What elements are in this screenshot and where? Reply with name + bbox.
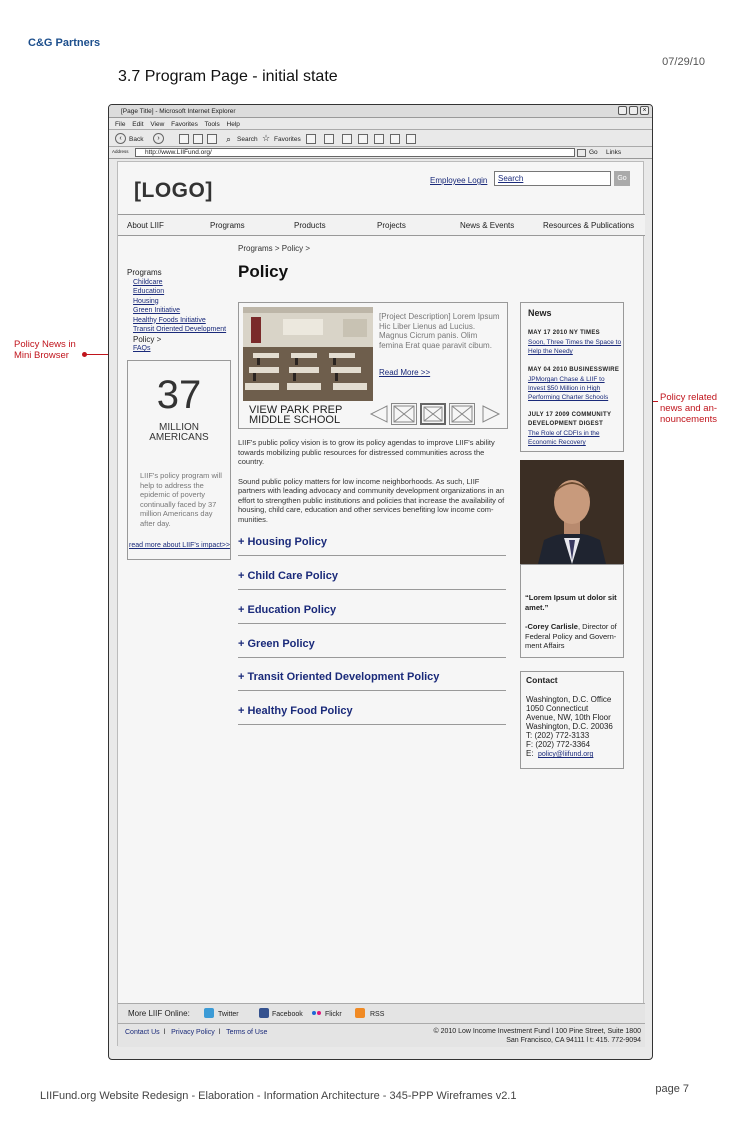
browser-menubar (109, 119, 652, 130)
news-meta: MAY 04 2010 BUSINESSWIRE (528, 367, 620, 373)
maximize-icon[interactable] (629, 106, 638, 115)
browser-title: [Page Title] - Microsoft Internet Explorer (121, 108, 236, 115)
contact-fax: F: (202) 772-3364 (526, 740, 591, 749)
toolbar-icon-2[interactable] (324, 134, 334, 144)
back-button[interactable]: Back (129, 136, 144, 143)
contact-line-1: Washington, D.C. Office (526, 695, 612, 704)
accordion-label: + Transit Oriented Development Policy (238, 671, 440, 683)
news-link[interactable]: JPMorgan Chase & LIIF to Invest $50 Million in High Performing Charter Schools (528, 376, 609, 401)
news-box (520, 302, 624, 452)
flickr-icon-dot[interactable] (317, 1011, 321, 1015)
thumbnail-1[interactable] (391, 403, 417, 425)
prev-arrow-icon[interactable] (369, 403, 389, 425)
accordion-housing-policy[interactable] (238, 530, 506, 556)
read-more-link[interactable]: Read More >> (379, 368, 431, 377)
accordion-transit-policy[interactable] (238, 665, 506, 691)
twitter-icon[interactable] (204, 1008, 214, 1018)
breadcrumb[interactable]: Programs > Policy > (238, 244, 311, 253)
accordion-label: + Green Policy (238, 638, 315, 650)
nav-about[interactable]: About LIIF (127, 221, 164, 230)
rss-icon[interactable] (355, 1008, 365, 1018)
annotation-left: Policy News in Mini Browser (14, 339, 76, 361)
intro-paragraph-2: Sound public policy matters for low income neighborhoods. As such, LIIF partners with leading advocacy and community development organizations in an effort to strengthen public institutions and policies that increase the availability of housing, child care, education and other services benefiting low income com-munities. (238, 476, 505, 524)
page-number: page 7 (655, 1083, 689, 1095)
search-icon[interactable]: ⌕ (226, 134, 232, 144)
flickr-link[interactable]: Flickr (325, 1011, 342, 1018)
back-arrow-icon[interactable]: ‹ (115, 133, 126, 144)
contact-box (520, 671, 624, 769)
toolbar-icon-3[interactable] (342, 134, 352, 144)
news-item (528, 366, 622, 402)
contact-line-2: 1050 Connecticut (526, 704, 589, 713)
stat-body: LIIF's policy program will help to address the epidemic of poverty continually faced by 37 million Americans day after day. (140, 471, 222, 528)
footer-copyright-line-2: San Francisco, CA 94111 l t: 415. 772-9094 (506, 1037, 641, 1044)
accordion-healthy-food-policy[interactable] (238, 699, 506, 725)
stat-label-line-2: AMERICANS (149, 432, 209, 443)
left-nav-transit[interactable]: Transit Oriented Development (133, 326, 227, 333)
news-link[interactable]: The Role of CDFIs in the Economic Recovery (528, 430, 600, 446)
document-title: 3.7 Program Page - initial state (118, 68, 338, 85)
main-nav (118, 214, 645, 236)
thumbnail-3[interactable] (449, 403, 475, 425)
impact-stat-box (127, 360, 231, 560)
site-logo[interactable]: [LOGO] (134, 179, 213, 202)
left-nav-healthy-foods[interactable]: Healthy Foods Initiative (133, 316, 206, 324)
stop-icon[interactable] (179, 134, 189, 144)
social-bar (118, 1003, 645, 1023)
address-bar (109, 147, 652, 159)
left-nav-education[interactable]: Education (133, 288, 165, 295)
accordion-label: + Housing Policy (238, 536, 327, 548)
left-nav (127, 268, 226, 354)
contact-phone: T: (202) 772-3133 (526, 731, 590, 740)
site-search-input[interactable]: Search (494, 171, 611, 186)
annotation-right: Policy related news and an-nouncements (660, 392, 718, 425)
contact-email-row (526, 749, 618, 759)
school-caption-line-1: VIEW PARK PREP (249, 404, 343, 416)
social-label: More LIIF Online: (128, 1009, 190, 1018)
footer-links (125, 1029, 267, 1036)
contact-heading: Contact (526, 675, 558, 685)
favorites-button[interactable]: Favorites (274, 136, 301, 143)
mini-browser (238, 302, 508, 429)
toolbar-icon-1[interactable] (306, 134, 316, 144)
search-toolbar-button[interactable]: Search (237, 136, 258, 143)
contact-email-prefix: E: (526, 749, 534, 758)
impact-read-more-link[interactable]: read more about LIIF's impact>> (129, 542, 230, 549)
footer-copyright-line-1: © 2010 Low Income Investment Fund l 100 Pine Street, Suite 1800 (433, 1028, 641, 1035)
left-nav-green[interactable]: Green Initiative (133, 307, 181, 314)
news-link[interactable]: Soon, Three Times the Space to Help the Needy (528, 339, 622, 355)
web-page (117, 161, 644, 1046)
footer-privacy-link[interactable]: Privacy Policy (171, 1029, 215, 1036)
menu-file[interactable]: File (115, 121, 126, 128)
menu-favorites[interactable]: Favorites (171, 121, 198, 128)
quote-attribution (525, 622, 619, 651)
intro-paragraph-1: LIIF's public policy vision is to grow its policy agendas to improve LIIF's ability towards mobilizing public resources for distressed communities across the country. (238, 438, 495, 466)
menu-view[interactable]: View (150, 121, 165, 128)
intro-text (238, 438, 508, 524)
go-button[interactable]: Go (589, 149, 598, 156)
site-footer (118, 1023, 645, 1047)
footer-contact-link[interactable]: Contact Us (125, 1029, 160, 1036)
nav-programs[interactable]: Programs (210, 221, 245, 230)
favorites-icon[interactable]: ☆ (262, 133, 271, 143)
quote-text: “Lorem Ipsum ut dolor sit amet.” (525, 593, 617, 612)
project-description: [Project Description] Lorem Ipsum Hic Liber Lienus ad Lucius. Magnus Cicrum panis. Olim femina Erat quae paravit cibum. (379, 312, 500, 350)
accordion-label: + Healthy Food Policy (238, 705, 353, 717)
stat-label-line-1: MILLION (158, 422, 199, 433)
browser-window (108, 104, 653, 1060)
nav-resources[interactable]: Resources & Publications (543, 221, 635, 230)
stat-number: 37 (156, 373, 202, 417)
menu-tools[interactable]: Tools (204, 121, 220, 128)
facebook-link[interactable]: Facebook (272, 1011, 303, 1018)
left-nav-current[interactable]: Policy > (133, 334, 162, 344)
employee-login-link[interactable]: Employee Login (430, 176, 488, 185)
close-icon[interactable]: × (640, 106, 649, 115)
left-nav-housing[interactable]: Housing (133, 297, 159, 305)
brand-name: C&G Partners (28, 37, 101, 49)
left-nav-heading[interactable]: Programs (127, 268, 162, 277)
next-arrow-icon[interactable] (481, 403, 501, 425)
left-nav-childcare[interactable]: Childcare (133, 278, 163, 286)
document-footer: LIIFund.org Website Redesign - Elaboration - Information Architecture - 345-PPP Wireframes v2.1 (40, 1090, 517, 1102)
school-caption-line-2: MIDDLE SCHOOL (249, 414, 341, 426)
links-button[interactable]: Links (606, 149, 622, 156)
contact-line-3: Avenue, NW, 10th Floor (526, 713, 611, 722)
facebook-icon[interactable] (259, 1008, 269, 1018)
address-input[interactable] (135, 148, 575, 157)
quote-role: , Director of Federal Policy and Govern-ment Affairs (525, 622, 617, 650)
person-photo (520, 460, 624, 564)
minimize-icon[interactable] (618, 106, 627, 115)
quote-box (520, 564, 624, 658)
url-text: http://www.LIIFund.org/ (145, 149, 212, 156)
accordion-education-policy[interactable] (238, 598, 506, 624)
left-nav-faqs[interactable]: FAQs (133, 345, 151, 352)
accordion-label: + Child Care Policy (238, 570, 338, 582)
nav-products[interactable]: Products (294, 221, 326, 230)
footer-separator: l (163, 1029, 166, 1036)
home-icon[interactable] (207, 134, 217, 144)
quote-author: -Corey Carlisle (525, 622, 578, 631)
footer-copyright (433, 1027, 641, 1045)
browser-toolbar (109, 131, 652, 147)
address-label: Address (112, 149, 129, 154)
toolbar-icon-7[interactable] (406, 134, 416, 144)
news-heading: News (528, 308, 552, 318)
footer-separator: l (218, 1029, 221, 1036)
news-item (528, 329, 622, 356)
accordion-child-care-policy[interactable] (238, 564, 506, 590)
classroom-photo (243, 307, 373, 401)
news-meta: MAY 17 2010 NY TIMES (528, 330, 600, 336)
toolbar-icon-4[interactable] (358, 134, 368, 144)
footer-terms-link[interactable]: Terms of Use (226, 1029, 268, 1036)
toolbar-icon-6[interactable] (390, 134, 400, 144)
page-title: Policy (238, 262, 289, 281)
site-search-go-button[interactable]: Go (614, 171, 630, 186)
contact-email-link[interactable]: policy@liifund.org (538, 751, 594, 758)
toolbar-icon-5[interactable] (374, 134, 384, 144)
news-item (528, 411, 622, 447)
menu-edit[interactable]: Edit (132, 121, 144, 128)
nav-projects[interactable]: Projects (377, 221, 406, 230)
go-arrow-icon[interactable] (577, 149, 586, 157)
rss-link[interactable]: RSS (370, 1011, 385, 1018)
browser-titlebar (109, 105, 652, 118)
news-meta: JULY 17 2009 COMMUNITY DEVELOPMENT DIGEST (528, 412, 612, 427)
accordion-label: + Education Policy (238, 604, 337, 616)
stat-label (128, 423, 230, 443)
flickr-icon[interactable] (312, 1011, 316, 1015)
thumbnail-2[interactable] (420, 403, 446, 425)
contact-line-4: Washington, D.C. 20036 (526, 722, 613, 731)
forward-arrow-icon[interactable]: › (153, 133, 164, 144)
accordion-green-policy[interactable] (238, 632, 506, 658)
school-caption (249, 405, 342, 425)
nav-news-events[interactable]: News & Events (460, 221, 515, 230)
twitter-link[interactable]: Twitter (218, 1011, 239, 1018)
menu-help[interactable]: Help (226, 121, 240, 128)
refresh-icon[interactable] (193, 134, 203, 144)
document-date: 07/29/10 (662, 56, 705, 68)
